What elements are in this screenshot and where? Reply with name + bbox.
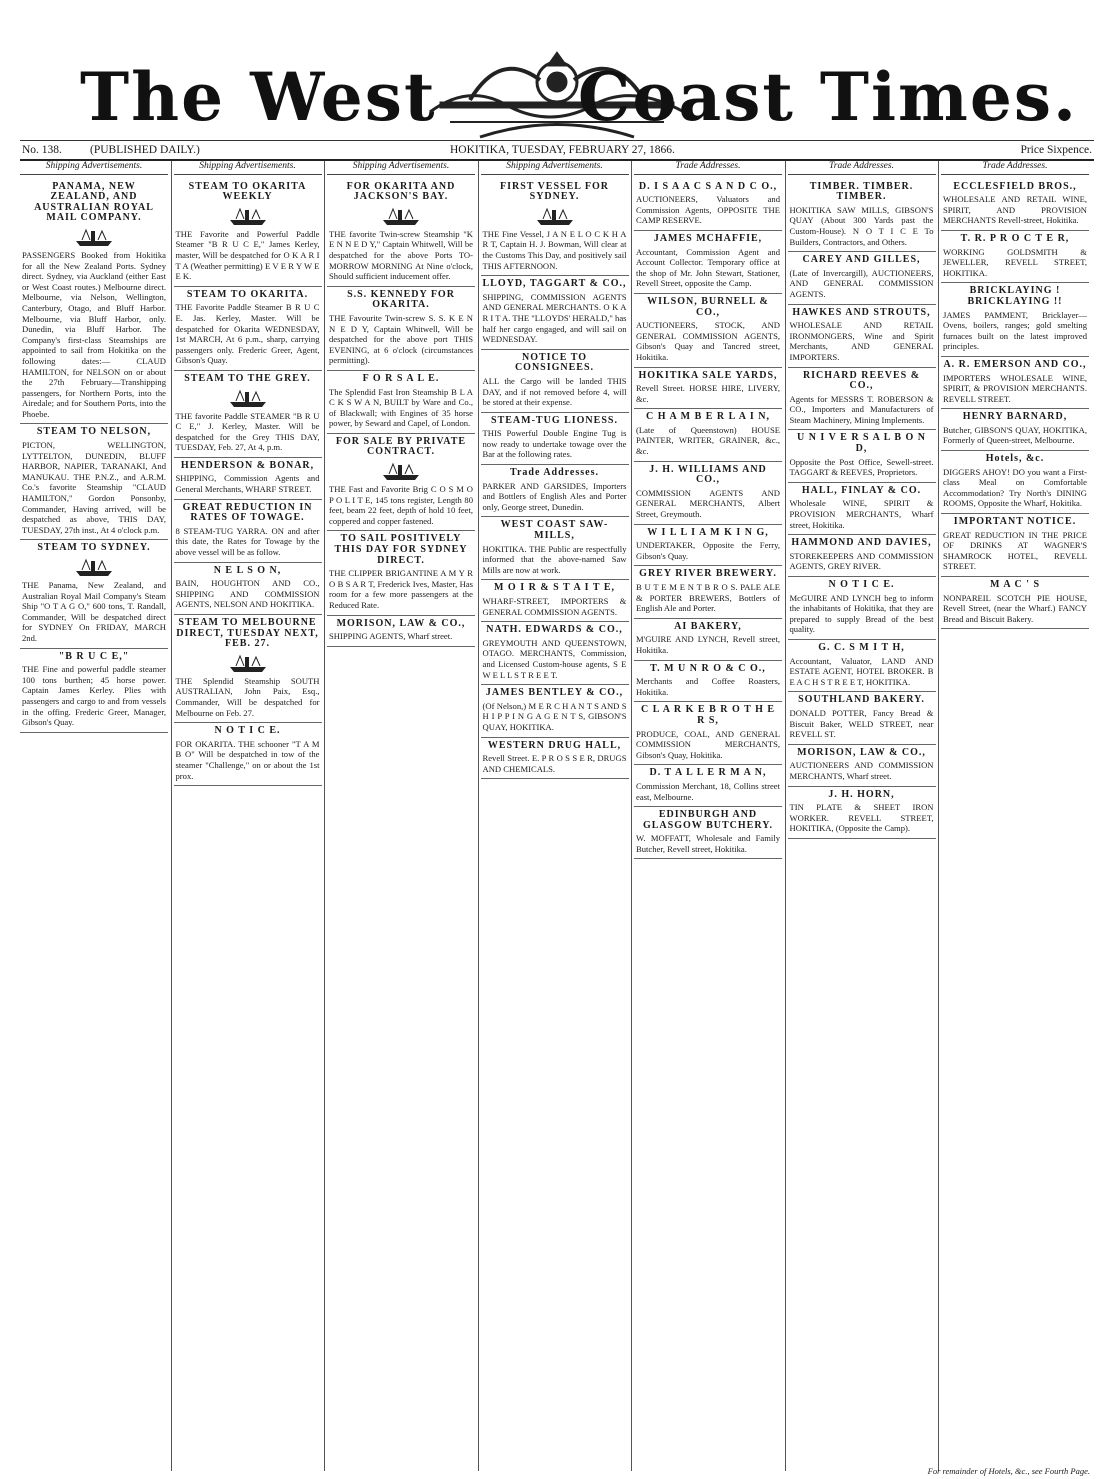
advertisement — [634, 409, 782, 461]
advertisement — [20, 540, 168, 648]
advertisement — [788, 179, 936, 253]
advertisement — [20, 179, 168, 425]
advertisement — [481, 413, 629, 465]
advertisement-body: Revell Street. E. P R O S S E R, DRUGS AND CHEMICALS. — [482, 753, 627, 774]
advertisement — [941, 577, 1089, 629]
steamship-icon — [74, 227, 114, 247]
advertisement-heading: "B R U C E," — [58, 650, 130, 662]
issue-number: No. 138. — [22, 144, 62, 156]
advertisement-heading: FOR OKARITA AND JACKSON'S BAY. — [346, 180, 456, 203]
advertisement-body: (Late of Queenstown) HOUSE PAINTER, WRITER, GRAINER, &c., &c. — [636, 424, 780, 457]
masthead-title-left: The West — [80, 58, 437, 136]
advertisement-body: McGUIRE AND LYNCH beg to inform the inhabitants of Hokitika, that they are prepared to supply Bread of the best quality. — [789, 592, 934, 635]
advertisement-heading: J. H. HORN, — [828, 788, 895, 800]
advertisement-body: AUCTIONEERS, Valuators and Commission Agents, OPPOSITE THE CAMP RESERVE. — [636, 194, 780, 226]
advertisement-heading: STEAM TO OKARITA WEEKLY — [188, 180, 307, 203]
advertisement-heading: HAMMOND AND DAVIES, — [791, 537, 932, 549]
advertisement — [941, 514, 1089, 577]
advertisement-heading: TIMBER. TIMBER. TIMBER. — [809, 180, 914, 203]
dateline — [20, 140, 1094, 161]
footer — [20, 1466, 1094, 1479]
advertisement-heading: HENDERSON & BONAR, — [180, 459, 315, 471]
steamship-icon — [228, 653, 268, 673]
advertisement-body: NONPAREIL SCOTCH PIE HOUSE, Revell Street, (near the Wharf.) FANCY Bread and Biscuit Bakery. — [943, 592, 1087, 624]
advertisement-body: Merchants and Coffee Roasters, Hokitika. — [636, 676, 780, 697]
advertisement-body: PRODUCE, COAL, AND GENERAL COMMISSION MERCHANTS, Gibson's Quay, Hokitika. — [636, 728, 780, 760]
advertisement-body: THE Fine Vessel, J A N E L O C K H A R T, Captain H. J. Bowman, Will clear at the Customs This Day, and positively sail THIS AFTERNOON. — [482, 228, 627, 271]
advertisement-heading: Hotels, &c. — [985, 453, 1045, 465]
advertisement-body: THE Fine and powerful paddle steamer 100 tons burthen; 45 horse power. Captain James Kerley. Plies with passengers and cargo to and from vessels in the offing. Frederic Greer, Manager, Gibson's Quay. — [22, 664, 166, 728]
advertisement-heading: S.S. KENNEDY FOR OKARITA. — [347, 288, 455, 311]
advertisement-heading: HAWKES AND STROUTS, — [792, 306, 931, 318]
advertisement-heading: SOUTHLAND BAKERY. — [798, 694, 925, 706]
advertisement — [481, 580, 629, 622]
advertisement — [327, 434, 475, 532]
advertisement — [481, 465, 629, 517]
advertisement-heading: WEST COAST SAW-MILLS, — [500, 519, 609, 542]
column-rule — [631, 161, 632, 1471]
advertisement — [788, 640, 936, 692]
advertisement-body: COMMISSION AGENTS AND GENERAL MERCHANTS, Albert Street, Greymouth. — [636, 487, 780, 520]
advertisement — [634, 619, 782, 661]
advertisement-heading: FOR SALE BY PRIVATE CONTRACT. — [335, 435, 467, 458]
column-rule — [938, 161, 939, 1471]
advertisement-body: ALL the Cargo will be landed THIS DAY, and if not removed before 4, will be stored at their expense. — [482, 375, 627, 408]
advertisement — [327, 287, 475, 371]
advertisement-heading: STEAM TO OKARITA. — [186, 288, 309, 300]
advertisement — [634, 294, 782, 368]
column-heading: Shipping Advertisements. — [327, 161, 475, 175]
column-1 — [20, 161, 168, 1471]
column-rule — [478, 161, 479, 1471]
advertisement — [481, 179, 629, 277]
advertisement-body: PARKER AND GARSIDES, Importers and Bottlers of English Ales and Porter only, George street, Dunedin. — [482, 480, 627, 512]
publication-frequency: (PUBLISHED DAILY.) — [90, 144, 200, 156]
advertisement-body: THE Favorite and Powerful Paddle Steamer "B R U C E," James Kerley, master, Will be despatched for O K A R I T A (Weather permitting) E V E R Y W E E K. — [175, 228, 320, 282]
advertisement-heading: JAMES MCHAFFIE, — [653, 232, 763, 244]
advertisement — [788, 483, 936, 535]
advertisement-body: UNDERTAKER, Opposite the Ferry, Gibson's Quay. — [636, 540, 780, 561]
advertisement-heading: C H A M B E R L A I N, — [646, 411, 770, 423]
advertisement-heading: F O R S A L E. — [362, 372, 440, 384]
steamship-icon — [535, 206, 575, 226]
advertisement-body: IMPORTERS WHOLESALE WINE, SPIRIT, & PROVISION MERCHANTS. REVELL STREET. — [943, 372, 1087, 404]
advertisement — [327, 531, 475, 615]
column-heading: Shipping Advertisements. — [20, 161, 168, 175]
advertisement-body: THE Favorite Paddle Steamer B R U C E. Jas. Kerley, Master. Will be despatched for Okarita WEDNESDAY, 1st MARCH, At 6 p.m., sharp, carrying passengers only. Frederic Greer, Agent, Gibson's Quay. — [175, 302, 320, 366]
advertisement-heading: IMPORTANT NOTICE. — [953, 516, 1077, 528]
advertisement-body: THE Favourite Twin-screw S. S. K E N N E D Y, Captain Whitwell, Will be despatched for the above port THIS EVENING, at 6 o'clock (circumstances permitting). — [329, 312, 473, 366]
column-rule — [171, 161, 172, 1471]
advertisement-body: SHIPPING, COMMISSION AGENTS AND GENERAL MERCHANTS. O K A R I T A. THE "LLOYDS' HERALD," has half her cargo engaged, and will sail on WEDNESDAY. — [482, 291, 627, 345]
newspaper-page — [20, 0, 1094, 1479]
masthead-title-right: Coast Times. — [577, 58, 1078, 136]
advertisement-body: DIGGERS AHOY! DO you want a First-class Meal on Comfortable Accommodation? Try North's DINING ROOMS, Opposite the Wharf, Hokitika. — [943, 466, 1087, 509]
advertisement-heading: HOKITIKA SALE YARDS, — [638, 369, 778, 381]
advertisement — [174, 563, 322, 615]
advertisement-heading: ECCLESFIELD BROS., — [953, 180, 1077, 192]
advertisement-heading: STEAM TO NELSON, — [36, 426, 152, 438]
advertisement-body: SHIPPING, Commission Agents and General Merchants, WHARF STREET. — [175, 473, 320, 495]
advertisement-heading: STEAM TO THE GREY. — [184, 372, 311, 384]
advertisement-body: (Late of Invercargill), AUCTIONEERS, AND GENERAL COMMISSION AGENTS. — [789, 267, 934, 299]
advertisement-body: 8 STEAM-TUG YARRA. ON and after this date, the Rates for Towage by the above vessel will be as follow. — [175, 525, 320, 558]
advertisement-body: FOR OKARITA. THE schooner "T A M B O" Will be despatched in tow of the steamer "Challenge," on or about the 1st prox. — [175, 738, 320, 781]
advertisement-heading: WESTERN DRUG HALL, — [487, 739, 622, 751]
advertisement-heading: STEAM TO MELBOURNE DIRECT, TUESDAY NEXT, FEB. 27. — [176, 617, 319, 650]
advertisement — [788, 692, 936, 744]
advertisement-body: STOREKEEPERS AND COMMISSION AGENTS, GREY RIVER. — [789, 550, 934, 572]
advertisement-heading: N O T I C E. — [828, 579, 895, 590]
advertisement-heading: J. H. WILLIAMS AND CO., — [649, 463, 767, 486]
advertisement-heading: A. R. EMERSON AND CO., — [943, 358, 1087, 370]
advertisement-heading: WILSON, BURNELL & CO., — [647, 295, 769, 318]
advertisement — [634, 462, 782, 525]
steamship-icon — [74, 557, 114, 577]
advertisement — [941, 179, 1089, 231]
advertisement-heading: U N I V E R S A L B O N D, — [796, 432, 927, 455]
advertisement-body: PASSENGERS Booked from Hokitika for all the New Zealand Ports. Sydney direct. Sydney, via Auckland (either East or West Coast routes.) Melbourne direct. Melbourne, via Nelson, Wellington, Canterbury, Otago, and Bluff Harbor. Melbourne, via Bluff Harbor, only. Dunedin, via Bluff Harbor. The Company's first-class Steamships are appointed to sail from Hokitika on the following dates:— CLAUD HAMILTON, for NELSON on or about the 27th February—Transhipping passengers, for Northern Ports, into the Airedale; and for Southern Ports, into the Phoebe. — [22, 249, 166, 419]
advertisement-heading: CAREY AND GILLES, — [802, 254, 921, 266]
advertisement — [788, 577, 936, 640]
advertisement-body: Accountant, Valuator, LAND AND ESTATE AGENT, HOTEL BROKER. B E A C H S T R E E T, HOKITIKA. — [789, 655, 934, 687]
advertisement — [634, 566, 782, 618]
advertisement-body: Commission Merchant, 18, Collins street east, Melbourne. — [636, 780, 780, 802]
advertisement-body: AUCTIONEERS, STOCK, AND GENERAL COMMISSION AGENTS, Gibson's Quay and Tancred street, Hokitika. — [636, 320, 780, 362]
column-5 — [634, 161, 782, 1471]
advertisement — [788, 430, 936, 482]
continued-note: For remainder of Hotels, &c., see Fourth Page. — [927, 1466, 1090, 1476]
advertisement — [174, 500, 322, 563]
steamship-icon — [228, 388, 268, 408]
advertisement-heading: T. R. P R O C T E R, — [960, 232, 1070, 244]
price: Price Sixpence. — [1020, 144, 1092, 156]
advertisement-body: HOKITIKA. THE Public are respectfully informed that the above-named Saw Mills are now at work. — [482, 543, 627, 575]
advertisement — [327, 371, 475, 434]
advertisement-body: Wholesale WINE, SPIRIT & PROVISION MERCHANTS, Wharf street, Hokitika. — [789, 498, 934, 530]
column-rule — [785, 161, 786, 1471]
advertisement-heading: M O I R & S T A I T E, — [493, 582, 616, 594]
advertisement — [481, 350, 629, 413]
advertisement-heading: HENRY BARNARD, — [962, 411, 1068, 423]
advertisement — [788, 535, 936, 577]
advertisement-heading: MORISON, LAW & CO., — [336, 617, 466, 629]
advertisement — [634, 765, 782, 807]
advertisement — [481, 622, 629, 685]
advertisement-body: PICTON, WELLINGTON, LYTTELTON, DUNEDIN, BLUFF HARBOR, NAPIER, TARANAKI, And MANUKAU. THE P.N.Z., and A.R.M. Co.'s favorite Steamship "CLAUD HAMILTON," Gordon Ponsonby, Commander, Having arrived, will be despatched as above, THIS DAY, TUESDAY, 27th inst., At 4 o'clock p.m. — [22, 440, 166, 535]
advertisement-heading: MORISON, LAW & CO., — [797, 746, 926, 758]
advertisement — [327, 179, 475, 287]
advertisement — [481, 738, 629, 780]
advertisement — [174, 371, 322, 458]
advertisement-body: Opposite the Post Office, Sewell-street. TAGGART & REEVES, Proprietors. — [789, 456, 934, 478]
advertisement — [788, 787, 936, 839]
advertisement — [634, 368, 782, 410]
advertisement-body: THE Splendid Steamship SOUTH AUSTRALIAN, John Paix, Esq., Commander, Will be despatched for Melbourne on Feb. 27. — [175, 675, 320, 718]
advertisement — [20, 649, 168, 733]
column-heading: Trade Addresses. — [634, 161, 782, 175]
advertisement-body: M'GUIRE AND LYNCH, Revell street, Hokitika. — [636, 634, 780, 655]
advertisement — [634, 179, 782, 231]
column-7 — [941, 161, 1089, 1471]
advertisement-heading: AI BAKERY, — [674, 620, 742, 632]
column-rule — [324, 161, 325, 1471]
advertisement — [481, 685, 629, 737]
advertisement-body: JAMES PAMMENT, Bricklayer— Ovens, boilers, ranges; gold smelting furnaces built on the latest improved principles. — [943, 309, 1087, 352]
advertisement-heading: W I L L I A M K I N G, — [647, 526, 769, 538]
advertisement — [634, 702, 782, 765]
advertisement-heading: JAMES BENTLEY & CO., — [485, 687, 624, 699]
advertisement — [788, 305, 936, 368]
advertisement — [20, 424, 168, 540]
advertisement-body: WORKING GOLDSMITH & JEWELLER, REVELL STREET, HOKITIKA. — [943, 246, 1087, 278]
advertisement — [634, 661, 782, 703]
advertisement-heading: D. T A L L E R M A N, — [649, 767, 767, 779]
advertisement-body: THE Fast and Favorite Brig C O S M O P O L I T E, 145 tons register, Length 80 feet, beam 22 feet, depth of hold 10 feet, coppered and copper fastened. — [329, 484, 473, 526]
advertisement-body: Accountant, Commission Agent and Account Collector. Temporary office at the shop of Mr. John Stewart, Stationer, Revell Street, opposite the Camp. — [636, 246, 780, 289]
advertisement — [327, 616, 475, 647]
advertisement — [174, 179, 322, 287]
advertisement-body: Revell Street. HORSE HIRE, LIVERY, &c. — [636, 383, 780, 404]
advertisement-body: DONALD POTTER, Fancy Bread & Biscuit Baker, WELD STREET, near REVELL ST. — [789, 707, 934, 740]
advertisement-body: (Of Nelson,) M E R C H A N T S AND S H I P P I N G A G E N T S, GIBSON'S QUAY, HOKITIKA. — [482, 700, 627, 732]
advertisement-body: WHOLESALE AND RETAIL WINE, SPIRIT, AND PROVISION MERCHANTS Revell-street, Hokitika. — [943, 194, 1087, 226]
advertisement-body: BAIN, HOUGHTON AND CO., SHIPPING AND COMMISSION AGENTS, NELSON AND HOKITIKA. — [175, 578, 320, 610]
advertisement-body: GREYMOUTH AND QUEENSTOWN, OTAGO. MERCHANTS, Commission, and Licensed Custom-house agents, S E W E L L S T R E E T. — [482, 637, 627, 680]
advertisement-body: The Splendid Fast Iron Steamship B L A C K S W A N, BUILT by Ware and Co., of Blackwall; with Engines of 35 horse power, by Seward and Capel, of London. — [329, 386, 473, 429]
advertisement-body: TIN PLATE & SHEET IRON WORKER. REVELL STREET, HOKITIKA, (Opposite the Camp). — [789, 802, 934, 834]
advertisement — [634, 231, 782, 294]
advertisement-heading: GREAT REDUCTION IN RATES OF TOWAGE. — [182, 501, 313, 524]
advertisement-body: Butcher, GIBSON'S QUAY, HOKITIKA, Formerly of Queen-street, Melbourne. — [943, 424, 1087, 446]
advertisement-body: Agents for MESSRS T. ROBERSON & CO., Importers and Manufacturers of Steam Machinery, Mining Implements. — [789, 393, 934, 425]
advertisement — [788, 368, 936, 431]
advertisement-body: WHOLESALE AND RETAIL IRONMONGERS, Wine and Spirit Merchants, AND GENERAL IMPORTERS. — [789, 320, 934, 362]
advertisement-heading: BRICKLAYING ! BRICKLAYING !! — [967, 285, 1063, 307]
column-3 — [327, 161, 475, 1471]
advertisement — [634, 525, 782, 567]
advertisement-heading: TO SAIL POSITIVELY THIS DAY FOR SYDNEY DIRECT. — [334, 533, 468, 566]
advertisement-heading: EDINBURGH AND GLASGOW BUTCHERY. — [642, 809, 773, 831]
advertisement — [174, 723, 322, 786]
advertisement-body: WHARF-STREET, IMPORTERS & GENERAL COMMISSION AGENTS. — [482, 596, 627, 617]
advertisement-body: HOKITIKA SAW MILLS, GIBSON'S QUAY (About 300 Yards past the Custom-House). N O T I C E To Builders, Contractors, and Others. — [789, 204, 934, 247]
advertisement-heading: FIRST VESSEL FOR SYDNEY. — [499, 180, 609, 203]
advertisement — [941, 283, 1089, 357]
advertisement-heading: HALL, FINLAY & CO. — [801, 484, 922, 496]
advertisement-body: W. MOFFATT, Wholesale and Family Butcher, Revell street, Hokitika. — [636, 833, 780, 854]
advertisement-body: THE Panama, New Zealand, and Australian Royal Mail Company's Steam Ship "O T A G O," 600 tons, T. Randall, Commander, Will be despatched direct for SYDNEY On FRIDAY, MARCH 2nd. — [22, 580, 166, 643]
steamship-icon — [381, 461, 421, 481]
advertisement-heading: D. I S A A C S A N D C O., — [638, 180, 778, 192]
advertisement-body: SHIPPING AGENTS, Wharf street. — [329, 631, 453, 642]
advertisement — [174, 287, 322, 371]
advertisement-heading: STEAM TO SYDNEY. — [37, 542, 151, 554]
steamship-icon — [381, 206, 421, 226]
advertisement-heading: NATH. EDWARDS & CO., — [486, 624, 623, 636]
advertisement — [788, 252, 936, 304]
advertisement-heading: N E L S O N, — [213, 564, 282, 576]
advertisement — [788, 745, 936, 787]
advertisement-heading: NOTICE TO CONSIGNEES. — [514, 351, 595, 374]
advertisement-heading: LLOYD, TAGGART & CO., — [482, 278, 627, 290]
advertisement-body: THIS Powerful Double Engine Tug is now ready to undertake towage over the Bar at the following rates. — [482, 428, 627, 460]
columns-area — [20, 161, 1094, 1471]
column-heading: Shipping Advertisements. — [481, 161, 629, 175]
advertisement-heading: G. C. S M I T H, — [818, 641, 905, 653]
advertisement-body: THE CLIPPER BRIGANTINE A M Y R O B S A R T, Frederick Ives, Master, Has room for a few more passengers at the Reduced Rate. — [329, 568, 473, 610]
column-2 — [174, 161, 322, 1471]
advertisement — [941, 357, 1089, 409]
advertisement — [941, 409, 1089, 451]
column-heading: Shipping Advertisements. — [174, 161, 322, 175]
advertisement — [174, 458, 322, 500]
advertisement-heading: Trade Addresses. — [510, 467, 599, 479]
column-heading: Trade Addresses. — [941, 161, 1089, 175]
advertisement-heading: C L A R K E B R O T H E R S, — [640, 704, 776, 726]
advertisement-heading: M A C ' S — [989, 579, 1041, 590]
column-heading: Trade Addresses. — [788, 161, 936, 175]
advertisement-heading: GREY RIVER BREWERY. — [639, 568, 777, 580]
advertisement-heading: RICHARD REEVES & CO., — [802, 369, 921, 392]
advertisement-heading: N O T I C E. — [214, 725, 281, 737]
place-and-date: HOKITIKA, TUESDAY, FEBRUARY 27, 1866. — [450, 144, 675, 156]
advertisement — [481, 517, 629, 580]
advertisement-body: B U T E M E N T B R O S. PALE ALE & PORTER BREWERS, Bottlers of English Ale and Porter. — [636, 582, 780, 614]
advertisement-body: AUCTIONEERS AND COMMISSION MERCHANTS, Wharf street. — [789, 760, 934, 781]
masthead — [20, 42, 1094, 152]
advertisement-body: GREAT REDUCTION IN THE PRICE OF DRINKS AT WAGNER'S SHAMROCK HOTEL, REVELL STREET. — [943, 529, 1087, 572]
advertisement — [634, 807, 782, 859]
column-6 — [788, 161, 936, 1471]
column-4 — [481, 161, 629, 1471]
advertisement-heading: T. M U N R O & C O., — [650, 662, 766, 674]
advertisement — [481, 276, 629, 350]
advertisement — [941, 451, 1089, 514]
steamship-icon — [228, 206, 268, 226]
advertisement-heading: STEAM-TUG LIONESS. — [491, 414, 618, 426]
advertisement — [941, 231, 1089, 283]
advertisement-body: THE favorite Twin-screw Steamship "K E N N E D Y," Captain Whitwell, Will be despatched for the above Ports TO-MORROW MORNING At Nine o'clock, Should sufficient inducement offer. — [329, 228, 473, 282]
advertisement-heading: PANAMA, NEW ZEALAND, AND AUSTRALIAN ROYAL MAIL COMPANY. — [34, 180, 154, 224]
advertisement-body: THE favorite Paddle STEAMER "B R U C E," J. Kerley, Master. Will be despatched for the Grey THIS DAY, TUESDAY, Feb. 27, At 4, p.m. — [175, 410, 320, 453]
advertisement — [174, 615, 322, 723]
